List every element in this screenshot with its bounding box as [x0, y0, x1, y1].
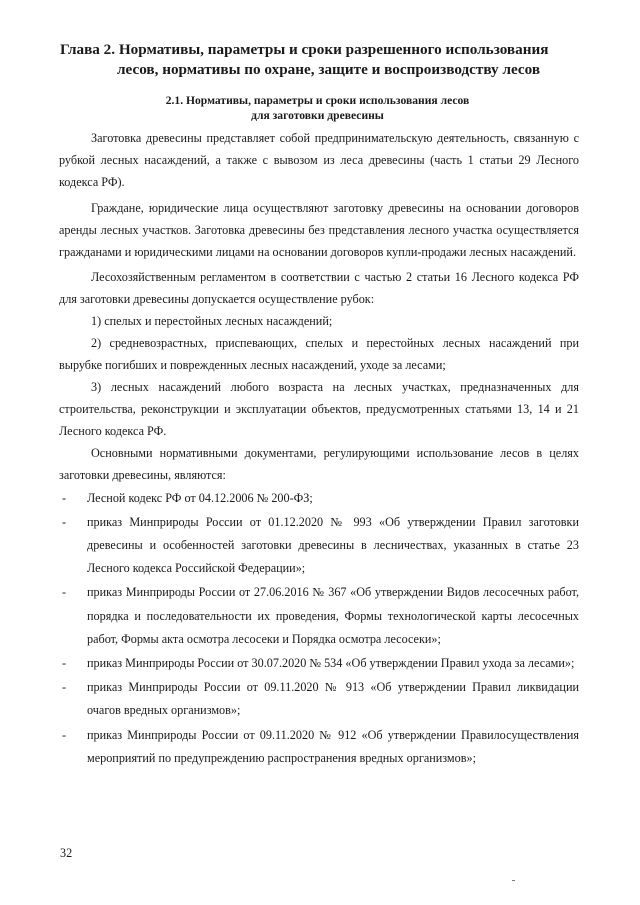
- paragraph-felling-item-2: 2) средневозрастных, приспевающих, спелых и перестойных лесных насаждений при вырубке погибших и поврежденных лесных насаждений, уходе за лесами;: [59, 336, 579, 373]
- list-dash: -: [62, 514, 67, 529]
- paragraph-harvesting-parties: Граждане, юридические лица осуществляют заготовку древесины на основании договоров аренды лесных участков. Заготовка древесины без представления лесного участка осуществляется гражданами и юридическими лицами на основании договоров купли-продажи лесных насаждений.: [59, 200, 579, 259]
- list-item: [59, 581, 579, 651]
- list-item: [59, 487, 579, 510]
- list-dash: -: [62, 727, 67, 742]
- list-item-text: приказ Минприроды России от 09.11.2020 № 912 «Об утверждении Правилосуществления мероприятий по предупреждению распространения вредных организмов»;: [87, 727, 579, 765]
- list-item: [59, 676, 579, 722]
- chapter-title-line-2: лесов, нормативы по охране, защите и воспроизводству лесов: [117, 61, 541, 78]
- list-item-text: приказ Минприроды России от 01.12.2020 № 993 «Об утверждении Правил заготовки древесины и особенностей заготовки древесины в лесничествах, указанных в статье 23 Лесного кодекса Российской Федерации»;: [87, 514, 579, 576]
- list-item: [59, 511, 579, 581]
- list-dash: -: [62, 585, 67, 600]
- list-dash: -: [62, 655, 67, 670]
- paragraph-felling-item-1: 1) спелых и перестойных лесных насаждений;: [91, 314, 333, 329]
- list-dash: -: [62, 680, 67, 695]
- scan-mark: [512, 880, 515, 881]
- section-title-line-1: 2.1. Нормативы, параметры и сроки использования лесов: [165, 94, 470, 107]
- list-item: [59, 724, 579, 770]
- list-item: [59, 652, 579, 675]
- paragraph-documents-intro: Основными нормативными документами, регулирующими использование лесов в целях заготовки древесины, являются:: [59, 445, 579, 482]
- documents-list: [59, 487, 579, 770]
- paragraph-felling-item-3: 3) лесных насаждений любого возраста на лесных участках, предназначенных для строительства, реконструкции и эксплуатации объектов, предусмотренных статьями 13, 14 и 21 Лесного кодекса РФ.: [59, 379, 579, 438]
- chapter-title-line-1: Глава 2. Нормативы, параметры и сроки разрешенного использования: [60, 41, 549, 58]
- list-item-text: приказ Минприроды России от 09.11.2020 № 913 «Об утверждении Правил ликвидации очагов вредных организмов»;: [87, 680, 579, 718]
- section-title: [60, 93, 575, 123]
- list-dash: -: [62, 490, 67, 505]
- page-number: 32: [60, 846, 73, 860]
- paragraph-regulation-intro: Лесохозяйственным регламентом в соответствии с частью 2 статьи 16 Лесного кодекса РФ для заготовки древесины допускается осуществление рубок:: [59, 270, 579, 307]
- list-item-text: приказ Минприроды России от 27.06.2016 № 367 «Об утверждении Видов лесосечных работ, порядка и последовательности их проведения, Формы технологической карты лесосечных работ, Формы акта осмотра лесосеки и Порядка осмотра лесосеки»;: [87, 585, 579, 646]
- list-item-text: приказ Минприроды России от 30.07.2020 № 534 «Об утверждении Правил ухода за лесами»;: [87, 655, 575, 670]
- body-text: [59, 128, 579, 771]
- chapter-title: [60, 40, 580, 80]
- section-title-line-2: для заготовки древесины: [251, 109, 384, 122]
- paragraph-harvesting-definition: Заготовка древесины представляет собой предпринимательскую деятельность, связанную с рубкой лесных насаждений, а также с вывозом из леса древесины (часть 1 статьи 29 Лесного кодекса РФ).: [59, 131, 579, 189]
- list-item-text: Лесной кодекс РФ от 04.12.2006 № 200-ФЗ;: [87, 490, 313, 505]
